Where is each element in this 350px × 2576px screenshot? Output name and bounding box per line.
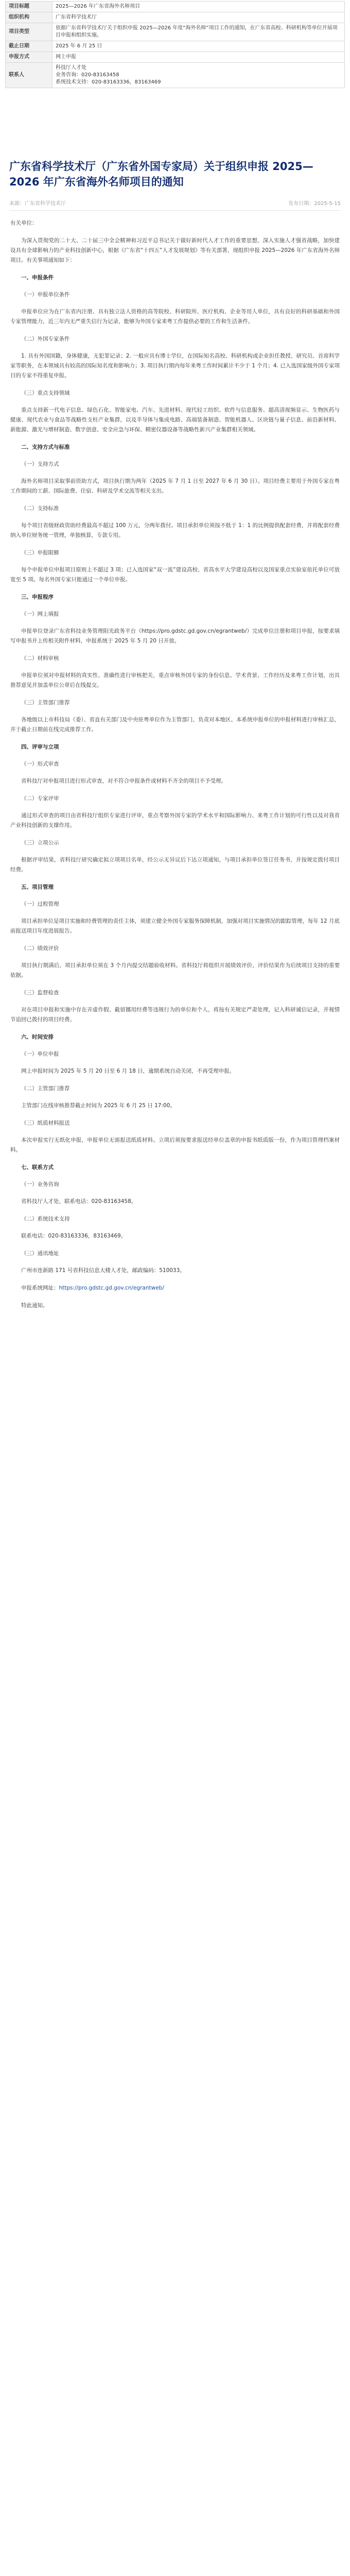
sub-heading: （一）业务咨询 <box>21 1181 59 1188</box>
section-heading: 三、申报程序 <box>21 594 54 600</box>
paragraph: 项目执行期满后，项目承担单位须在 3 个月内提交结题验收材料。省科技厅将组织开展绩效评价，评价结果作为后续项目支持的重要依据。 <box>10 962 340 978</box>
meta-row <box>6 52 345 63</box>
intro-paragraph: 为深入贯彻党的二十大、二十届三中全会精神和习近平总书记关于做好新时代人才工作的重要思想，深入实施人才强省战略，加快建设具有全球影响力的产业科技创新中心，根据《广东省“十四五”人才发展规划》等有关部署，现组织申报 2025—2026 年广东省海外名师项目。有关事项通知如下： <box>10 238 340 263</box>
sub-heading: （三）通讯地址 <box>21 1250 59 1257</box>
paragraph: 项目承担单位是项目实施和经费管理的责任主体，须建立健全外国专家服务保障机制，加强对项目实施情况的跟踪管理，每年 12 月底前报送项目年度进展报告。 <box>10 918 340 934</box>
page-title: 广东省科学技术厅（广东省外国专家局）关于组织申报 2025—2026 年广东省海外名师项目的通知 <box>9 160 313 188</box>
meta-value <box>52 63 345 88</box>
sub-heading: （一）网上填报 <box>21 611 59 617</box>
meta-value: 网上申报 <box>52 52 345 63</box>
salutation: 有关单位： <box>10 220 38 226</box>
paragraph: 1. 具有外国国籍，身体健康，无犯罪记录；2. 一般应具有博士学位，在国际知名高校、科研机构或企业担任教授、研究员、首席科学家等职务，在本领域具有较高的国际知名度和影响力；3. 项目执行期内每年来粤工作时间累计不少于 1 个月；4. 已入选国家级外国专家项目的专家不得重复申报。 <box>10 353 340 379</box>
paragraph: 申报单位须对申报材料的真实性、准确性进行审核把关，重点审核外国专家的身份信息、学术背景、工作经历及来粤工作计划，出具推荐意见并加盖单位公章后在线提交。 <box>10 672 340 688</box>
article-source: 来源：广东省科学技术厅 <box>9 201 66 207</box>
paragraph: 省科技厅对申报项目进行形式审查，对不符合申报条件或材料不齐全的项目不予受理。 <box>21 778 226 784</box>
sub-heading: （一）单位申报 <box>21 1051 59 1057</box>
system-link-label: 申报系统网址： <box>21 1285 59 1291</box>
sub-heading: （三）主管部门推荐 <box>21 700 70 706</box>
section-heading: 四、评审与立项 <box>21 744 59 750</box>
meta-key: 截止日期 <box>6 41 52 52</box>
sub-heading: （一）支持方式 <box>21 461 59 467</box>
meta-row <box>6 41 345 52</box>
closing: 特此通知。 <box>21 1302 48 1309</box>
meta-value: 依据广东省科学技术厅关于组织申报 2025—2026 年度“海外名师”项目工作的通知，在广东省高校、科研机构等单位开展项目申报和组织实施。 <box>52 23 345 41</box>
sub-heading: （二）系统技术支持 <box>21 1216 70 1222</box>
sub-heading: （三）申报限额 <box>21 550 59 556</box>
paragraph: 网上申报时间为 2025 年 5 月 20 日至 6 月 18 日，逾期系统自动关闭，不再受理申报。 <box>21 1068 235 1074</box>
paragraph: 海外名师项目采取事前资助方式，项目执行期为两年（2025 年 7 月 1 日至 2027 年 6 月 30 日）。项目经费主要用于外国专家在粤工作期间的工薪、国际旅费、住宿、科研及学术交流等相关支出。 <box>10 478 340 494</box>
paragraph: 申报单位登录广东省科技业务管理阳光政务平台（https://pro.gdstc.gd.gov.cn/egrantweb/）完成单位注册和项目申报，按要求填写申报书并上传相关附件材料，申报系统于 2025 年 5 月 20 日开放。 <box>10 628 340 644</box>
article-body <box>10 218 340 1318</box>
paragraph: 广州市连新路 171 号省科技信息大楼人才处，邮政编码：510033。 <box>21 1267 185 1274</box>
section-heading: 二、支持方式与标准 <box>21 444 70 450</box>
system-link[interactable]: https://pro.gdstc.gd.gov.cn/egrantweb/ <box>59 1285 164 1291</box>
paragraph: 主管部门在线审核推荐截止时间为 2025 年 6 月 25 日 17:00。 <box>21 1103 176 1109</box>
paragraph: 各地级以上市科技局（委）、省直有关部门及中央驻粤单位作为主管部门，负责对本地区、本系统申报单位的申报材料进行审核汇总，并于截止日期前在线完成推荐工作。 <box>10 717 340 733</box>
meta-key: 项目标题 <box>6 2 52 12</box>
sub-heading: （二）支持标准 <box>21 505 59 512</box>
meta-key: 组织机构 <box>6 12 52 23</box>
section-heading: 六、时间安排 <box>21 1034 54 1040</box>
article-date: 发布日期：2025-5-15 <box>288 201 341 207</box>
sub-heading: （二）主管部门推荐 <box>21 1086 70 1092</box>
sub-heading: （二）外国专家条件 <box>21 336 70 342</box>
meta-row <box>6 2 345 12</box>
sub-heading: （一）过程管理 <box>21 901 59 907</box>
section-heading: 一、申报条件 <box>21 275 54 281</box>
section-heading: 五、项目管理 <box>21 884 54 890</box>
meta-value: 2025 年 6 月 25 日 <box>52 41 345 52</box>
contact-line: 业务咨询：020-83163458 <box>56 72 119 78</box>
paragraph: 本次申报实行无纸化申报，申报单位无需报送纸质材料。立项后须按要求报送经单位盖章的申报书纸质版一份，作为项目管理档案材料。 <box>10 1137 340 1153</box>
sub-heading: （二）材料审核 <box>21 655 59 662</box>
meta-row <box>6 23 345 41</box>
contact-org: 科技厅人才处 <box>56 65 86 71</box>
meta-table <box>5 1 345 88</box>
sub-heading: （一）形式审查 <box>21 761 59 767</box>
paragraph: 通过形式审查的项目由省科技厅组织专家进行评审，重点考察外国专家的学术水平和国际影响力、来粤工作计划的可行性以及对我省产业科技创新的支撑作用。 <box>10 812 340 828</box>
paragraph: 每个申报单位申报项目原则上不超过 3 项；已入选国家“双一流”建设高校、省高水平大学建设高校以及国家重点实验室依托单位可放宽至 5 项。每名外国专家只能通过一个单位申报。 <box>10 567 340 583</box>
meta-key: 项目类型 <box>6 23 52 41</box>
meta-key: 申报方式 <box>6 52 52 63</box>
system-link-line <box>10 1283 340 1293</box>
sub-heading: （三）监督检查 <box>21 990 59 996</box>
meta-value: 广东省科学技术厅 <box>52 12 345 23</box>
sub-heading: （一）申报单位条件 <box>21 292 70 298</box>
paragraph: 省科技厅人才处，联系电话：020-83163458。 <box>21 1198 137 1205</box>
meta-key: 联系人 <box>6 63 52 88</box>
paragraph: 申报单位应为在广东省内注册、具有独立法人资格的高等院校、科研院所、医疗机构、企业等用人单位，具有良好的科研基础和外国专家管理能力，近三年内无严重失信行为记录，能够为外国专家来粤工作提供必要的工作和生活条件。 <box>10 309 340 325</box>
sub-heading: （三）立项公示 <box>21 840 59 846</box>
title-block <box>9 159 341 190</box>
section-heading: 七、联系方式 <box>21 1164 54 1171</box>
paragraph: 重点支持新一代电子信息、绿色石化、智能家电、汽车、先进材料、现代轻工纺织、软件与信息服务、超高清视频显示、生物医药与健康、现代农业与食品等战略性支柱产业集群，以及半导体与集成电路、高端装备制造、智能机器人、区块链与量子信息、前沿新材料、新能源、激光与增材制造、数字创意、安全应急与环保、精密仪器设备等战略性新兴产业集群相关领域。 <box>10 407 340 433</box>
paragraph: 每个项目省级财政资助经费最高不超过 100 万元，分两年拨付。项目承担单位须按不低于 1：1 的比例提供配套经费，并将配套经费纳入单位财务统一管理，单独核算，专款专用。 <box>10 522 340 538</box>
paragraph: 根据评审结果，省科技厅研究确定拟立项项目名单，经公示无异议后下达立项通知，与项目承担单位签订任务书，并按规定拨付项目经费。 <box>10 857 340 873</box>
meta-row <box>6 12 345 23</box>
paragraph: 联系电话：020-83163336，83163469。 <box>21 1233 127 1239</box>
sub-heading: （二）专家评审 <box>21 795 59 802</box>
meta-row <box>6 63 345 88</box>
paragraph: 对在项目申报和实施中存在弄虚作假、截留挪用经费等违规行为的单位和个人，将按有关规定严肃处理，记入科研诚信记录，并视情节追回已拨付的项目经费。 <box>10 1007 340 1023</box>
meta-value: 2025—2026 年广东省海外名师项目 <box>52 2 345 12</box>
sub-heading: （二）绩效评价 <box>21 945 59 952</box>
sub-heading: （三）重点支持领域 <box>21 390 70 396</box>
contact-line: 系统技术支持：020-83163336，83163469 <box>56 79 161 85</box>
sub-heading: （三）纸质材料报送 <box>21 1120 70 1126</box>
article-info <box>9 199 341 211</box>
